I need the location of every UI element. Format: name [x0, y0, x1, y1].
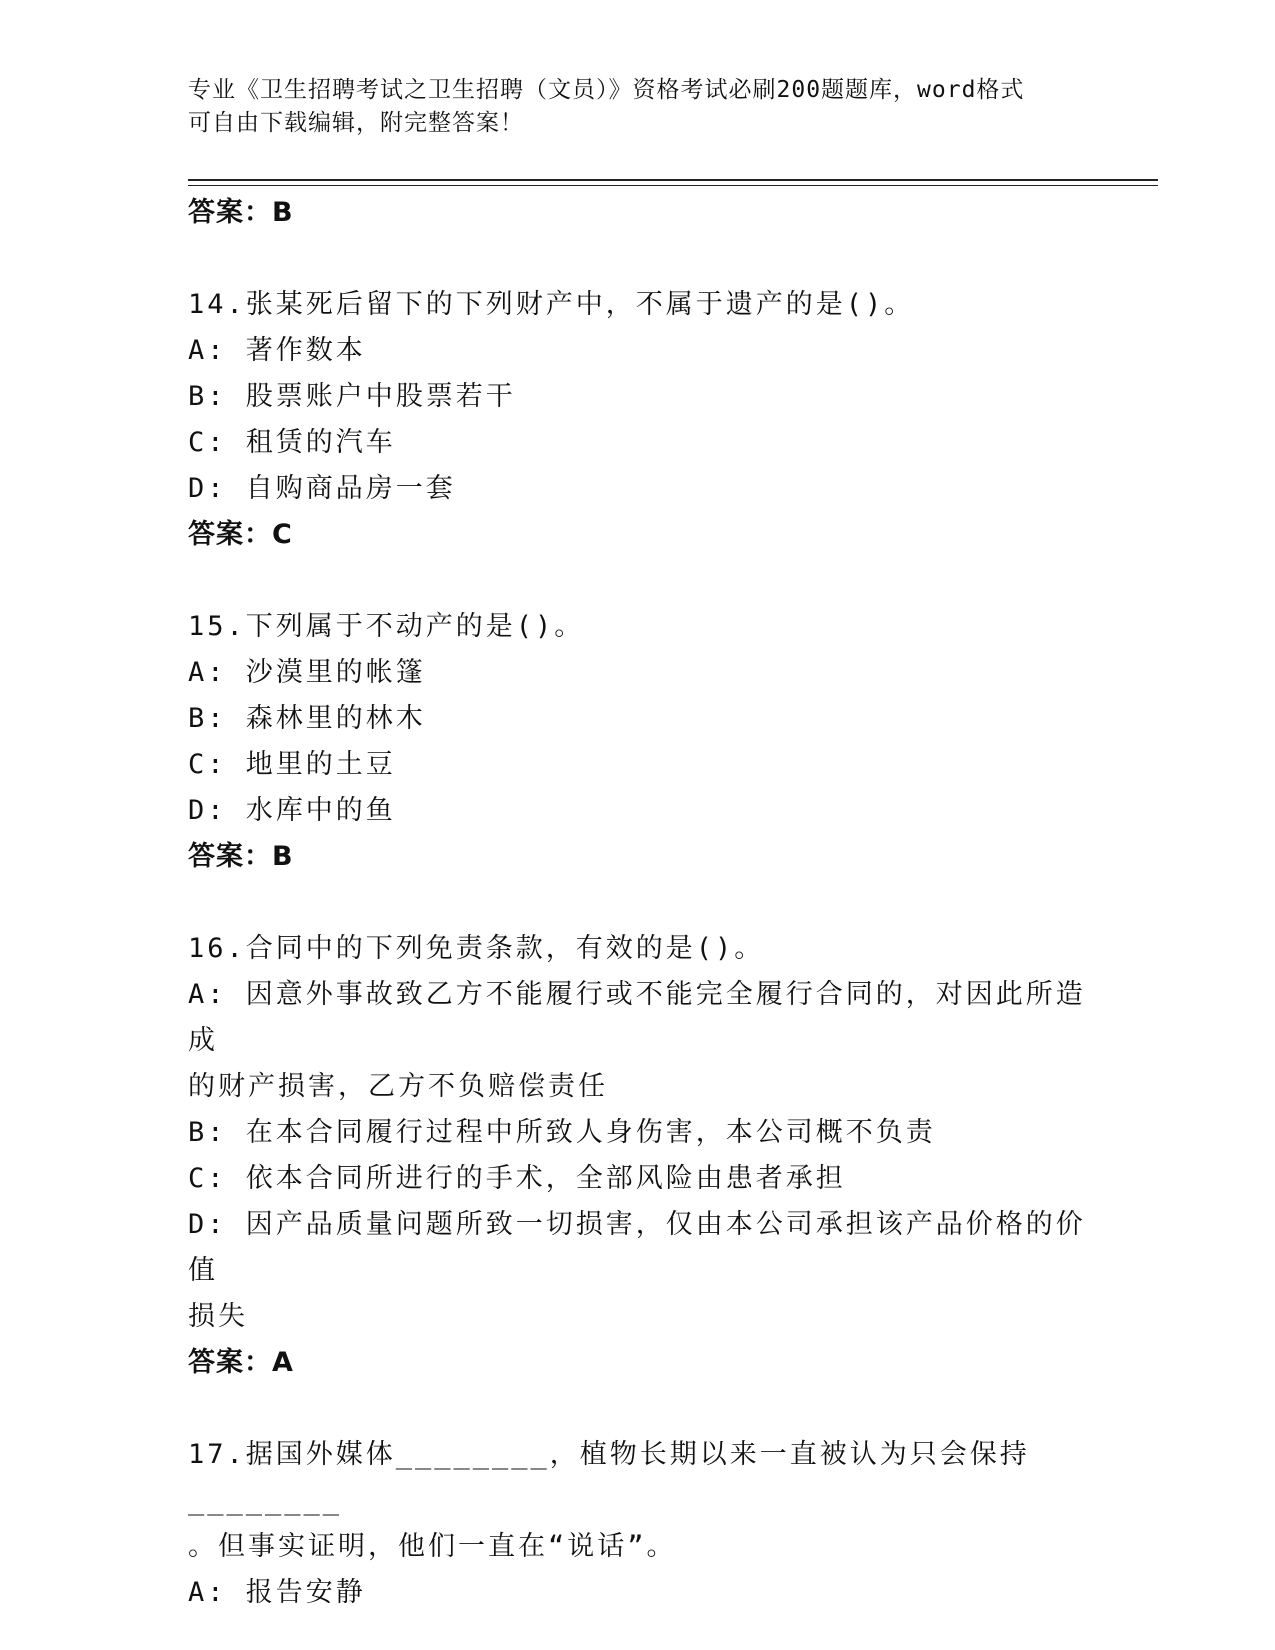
question-item [188, 604, 1088, 880]
answer-line: 答案：B [188, 841, 294, 872]
option-d: D: 自购商品房一套 [188, 473, 456, 504]
question-stem: 17.据国外媒体________，植物长期以来一直被认为只会保持________ [188, 1439, 1030, 1516]
option-a: A: 沙漠里的帐篷 [188, 657, 426, 688]
answer-line: 答案：A [188, 1347, 294, 1378]
question-stem: 14.张某死后留下的下列财产中，不属于遗产的是()。 [188, 289, 915, 320]
answer-line: 答案：B [188, 197, 294, 228]
option-b: B: 在本合同履行过程中所致人身伤害，本公司概不负责 [188, 1117, 936, 1148]
option-a: A: 著作数本 [188, 335, 366, 366]
option-c: C: 依本合同所进行的手术，全部风险由患者承担 [188, 1163, 846, 1194]
option-c: C: 租赁的汽车 [188, 427, 396, 458]
spacer [188, 558, 1088, 604]
question-item [188, 1432, 1088, 1616]
question-stem: 16.合同中的下列免责条款，有效的是()。 [188, 933, 765, 964]
header-line-1: 专业《卫生招聘考试之卫生招聘（文员）》资格考试必刷200题题库，word格式 [188, 77, 1025, 103]
spacer [188, 236, 1088, 282]
document-header [188, 74, 1068, 140]
option-b: B: 森林里的林木 [188, 703, 426, 734]
answer-line: 答案：C [188, 519, 293, 550]
option-c: C: 地里的土豆 [188, 749, 396, 780]
question-item [188, 926, 1088, 1386]
question-list [188, 190, 1088, 1616]
spacer [188, 880, 1088, 926]
question-item [188, 282, 1088, 558]
option-a: A: 报告安静 [188, 1577, 366, 1608]
question-stem-continued: 。但事实证明，他们一直在“说话”。 [188, 1531, 677, 1562]
option-b: B: 股票账户中股票若干 [188, 381, 516, 412]
header-rule-thick [188, 179, 1158, 181]
question-stem: 15.下列属于不动产的是()。 [188, 611, 585, 642]
option-a: A: 因意外事故致乙方不能履行或不能完全履行合同的，对因此所造成 [188, 979, 1086, 1056]
header-rule-thin [188, 185, 1158, 186]
option-d: D: 水库中的鱼 [188, 795, 396, 826]
option-d: D: 因产品质量问题所致一切损害，仅由本公司承担该产品价格的价值 [188, 1209, 1086, 1286]
header-line-2: 可自由下载编辑，附完整答案！ [188, 110, 524, 136]
option-d-continued: 损失 [188, 1301, 248, 1332]
spacer [188, 1386, 1088, 1432]
option-a-continued: 的财产损害，乙方不负赔偿责任 [188, 1071, 608, 1102]
